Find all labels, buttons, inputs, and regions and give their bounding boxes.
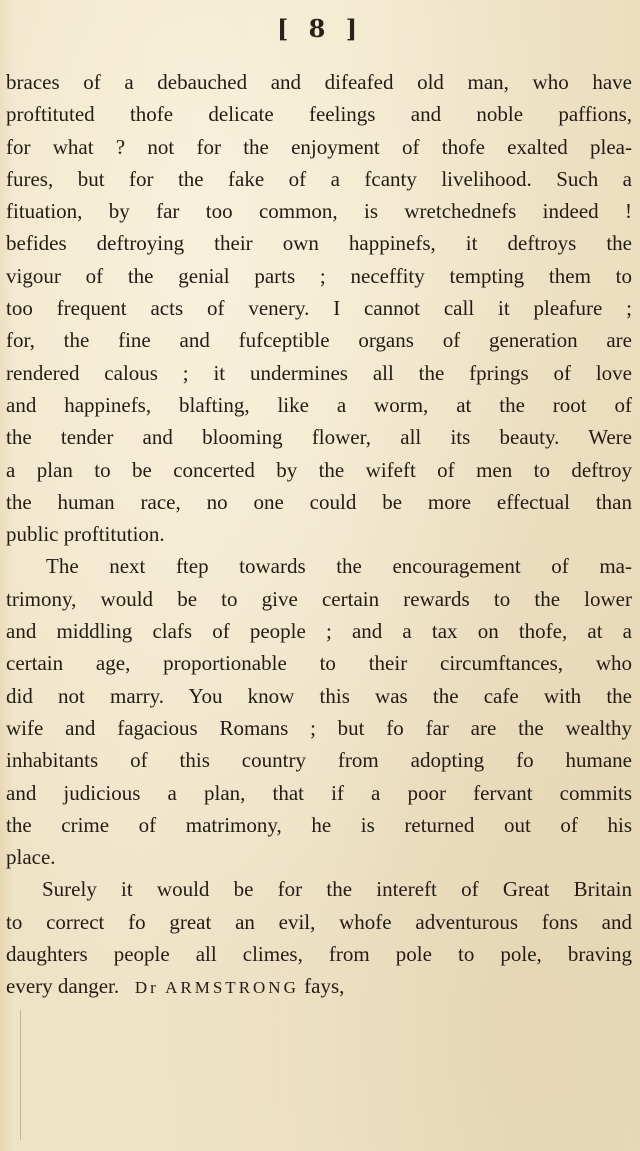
text-line: trimony, would be to give certain rewards to the lower	[6, 586, 632, 611]
paragraph-2	[6, 550, 632, 873]
text-line: for what ? not for the enjoyment of thofe exalted plea-	[6, 134, 632, 159]
paragraph-3	[6, 873, 632, 1002]
text-line: Surely it would be for the intereft of Great Britain	[42, 877, 632, 902]
text-line: The next ftep towards the encouragement of ma-	[46, 554, 632, 579]
text-line-closing	[6, 970, 632, 1002]
text-line: braces of a debauched and difeafed old man, who have	[6, 70, 632, 94]
closing-tail: fays,	[304, 974, 345, 999]
text-line: place.	[6, 845, 56, 870]
text-line: rendered calous ; it undermines all the fprings of love	[6, 360, 632, 385]
text-line: wife and fagacious Romans ; but fo far are the wealthy	[6, 715, 632, 740]
text-line: a plan to be concerted by the wifeft of men to deftroy	[6, 457, 632, 482]
page-edge-shadow	[20, 1010, 21, 1140]
text-line: daughters people all climes, from pole to pole, braving	[6, 942, 632, 967]
text-line: certain age, proportionable to their circumftances, who	[6, 651, 632, 676]
closing-text: every danger.	[6, 974, 120, 999]
text-line: too frequent acts of venery. I cannot call it pleafure ;	[6, 296, 632, 321]
text-line: the human race, no one could be more effectual than	[6, 489, 632, 514]
text-line: befides deftroying their own happinefs, it deftroys the	[6, 231, 632, 256]
text-line: for, the fine and fufceptible organs of generation are	[6, 328, 632, 353]
text-line: and middling clafs of people ; and a tax on thofe, at a	[6, 619, 632, 644]
text-line: proftituted thofe delicate feelings and noble paffions,	[6, 102, 632, 127]
text-line: and judicious a plan, that if a poor fervant commits	[6, 780, 632, 805]
text-line: vigour of the genial parts ; neceffity tempting them to	[6, 263, 632, 288]
text-line: the crime of matrimony, he is returned out of his	[6, 812, 632, 837]
text-line: fures, but for the fake of a fcanty livelihood. Such a	[6, 166, 632, 191]
body-text	[6, 66, 632, 1003]
paragraph-1	[6, 66, 632, 550]
author-name: Dr ARMSTRONG	[134, 978, 299, 998]
text-line: to correct fo great an evil, whofe adventurous fons and	[6, 909, 632, 934]
text-line: fituation, by far too common, is wretchednefs indeed !	[6, 199, 632, 224]
text-line: and happinefs, blafting, like a worm, at the root of	[6, 392, 632, 417]
page-number: [ 8 ]	[276, 14, 364, 43]
text-line: public proftitution.	[6, 522, 165, 547]
text-line: did not marry. You know this was the cafe with the	[6, 683, 632, 708]
text-line: inhabitants of this country from adopting fo humane	[6, 748, 632, 773]
text-line: the tender and blooming flower, all its beauty. Were	[6, 425, 632, 450]
